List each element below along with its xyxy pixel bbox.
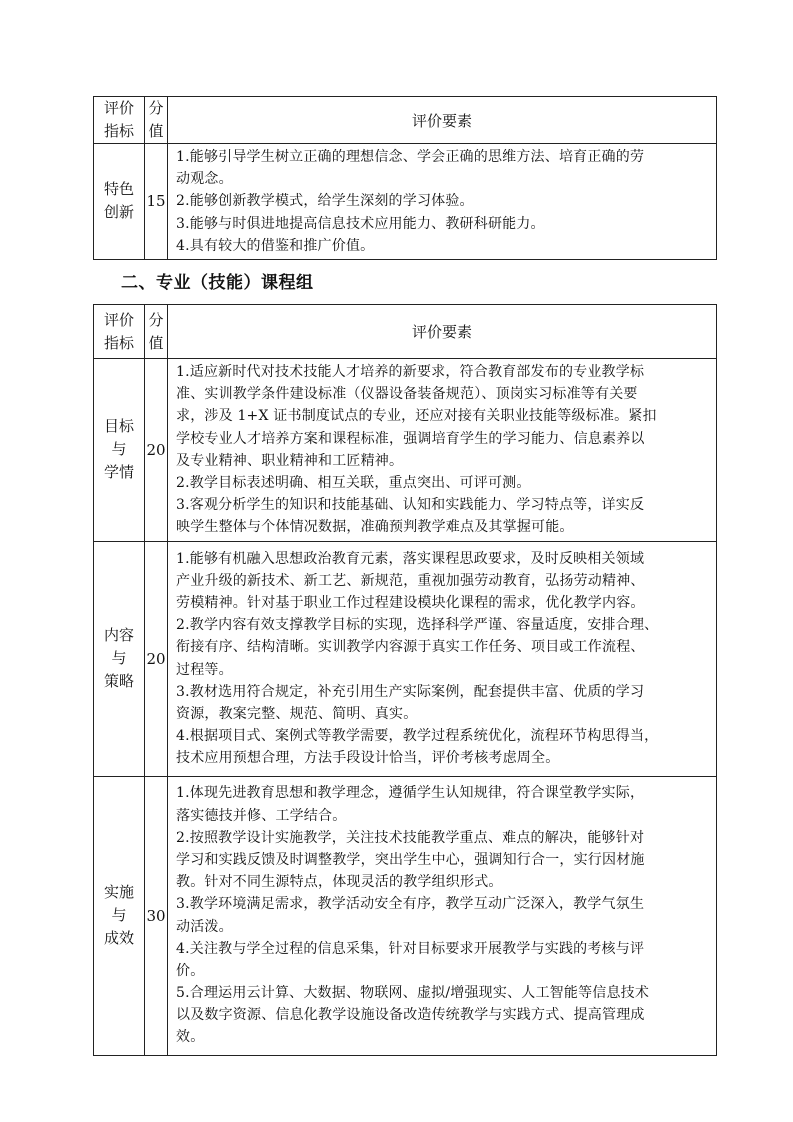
row-requirements bbox=[168, 776, 717, 1055]
row-requirements bbox=[168, 359, 717, 542]
label-line: 内容 bbox=[103, 626, 134, 644]
requirement-line: 2.教学内容有效支撑教学目标的实现，选择科学严谨、容量适度，安排合理、 bbox=[176, 617, 659, 634]
requirement-line: 过程等。 bbox=[176, 661, 233, 678]
requirement-line: 4.根据项目式、案例式等教学需要，教学过程系统优化，流程环节构思得当， bbox=[176, 728, 659, 745]
requirement-line: 2.能够创新教学模式，给学生深刻的学习体验。 bbox=[176, 193, 474, 210]
requirement-line: 学校专业人才培养方案和课程标准，强调培育学生的学习能力、信息素养以 bbox=[176, 430, 645, 447]
row-indicator bbox=[94, 776, 145, 1055]
requirement-line: 及专业精神、职业精神和工匠精神。 bbox=[176, 452, 404, 469]
requirement-line: 求，涉及 1+X 证书制度试点的专业，还应对接有关职业技能等级标准。紧扣 bbox=[176, 408, 657, 425]
header-requirements: 评价要素 bbox=[168, 97, 717, 144]
requirement-line: 2.按照教学设计实施教学，关注技术技能教学重点、难点的解决，能够针对 bbox=[176, 829, 645, 846]
requirement-line: 教。针对不同生源特点，体现灵活的教学组织形式。 bbox=[176, 874, 503, 891]
label-line: 成效 bbox=[103, 929, 134, 947]
label-line: 值 bbox=[148, 333, 164, 352]
requirement-line: 价。 bbox=[176, 962, 205, 979]
table-row bbox=[94, 144, 717, 260]
label-line: 与 bbox=[111, 906, 127, 924]
requirement-line: 4.具有较大的借鉴和推广价值。 bbox=[176, 237, 375, 254]
requirement-line: 劳模精神。针对基于职业工作过程建设模块化课程的需求，优化教学内容。 bbox=[176, 594, 645, 611]
requirement-line: 1.适应新时代对技术技能人才培养的新要求，符合教育部发布的专业教学标 bbox=[176, 364, 645, 380]
requirement-line: 3.客观分析学生的知识和技能基础、认知和实践能力、学习特点等，详实反 bbox=[176, 497, 645, 514]
requirement-line: 2.教学目标表述明确、相互关联，重点突出、可评可测。 bbox=[176, 474, 531, 491]
label-line: 学情 bbox=[103, 463, 134, 482]
label-line: 分 bbox=[148, 310, 164, 329]
label-line: 创新 bbox=[103, 203, 134, 222]
row-score: 20 bbox=[145, 541, 168, 776]
row-requirements bbox=[168, 144, 717, 260]
row-score: 20 bbox=[145, 359, 168, 542]
requirement-line: 1.能够引导学生树立正确的理想信念、学会正确的思维方法、培育正确的劳 bbox=[176, 149, 645, 165]
row-requirements bbox=[168, 541, 717, 776]
requirement-line: 3.教学环境满足需求，教学活动安全有序，教学互动广泛深入，教学气氛生 bbox=[176, 896, 645, 913]
label-line: 特色 bbox=[103, 180, 134, 199]
label-line: 分 bbox=[148, 99, 164, 117]
requirement-line: 技术应用预想合理，方法手段设计恰当，评价考核考虑周全。 bbox=[176, 750, 560, 767]
requirement-line: 产业升级的新技术、新工艺、新规范，重视加强劳动教育，弘扬劳动精神、 bbox=[176, 572, 645, 589]
requirement-line: 落实德技并修、工学结合。 bbox=[176, 807, 347, 824]
header-indicator bbox=[94, 305, 145, 359]
requirement-line: 效。 bbox=[176, 1029, 205, 1046]
row-indicator bbox=[94, 541, 145, 776]
header-score bbox=[145, 305, 168, 359]
table-row bbox=[94, 541, 717, 776]
evaluation-table-2 bbox=[93, 304, 717, 1056]
requirement-line: 以及数字资源、信息化教学设施设备改造传统教学与实践方式、提高管理成 bbox=[176, 1007, 645, 1024]
header-score bbox=[145, 97, 168, 144]
requirement-line: 衔接有序、结构清晰。实训教学内容源于真实工作任务、项目或工作流程、 bbox=[176, 639, 645, 656]
requirement-line: 学习和实践反馈及时调整教学，突出学生中心，强调知行合一，实行因材施 bbox=[176, 851, 645, 868]
label-line: 实施 bbox=[103, 883, 134, 901]
requirement-line: 动观念。 bbox=[176, 171, 233, 188]
requirement-line: 5.合理运用云计算、大数据、物联网、虚拟/增强现实、人工智能等信息技术 bbox=[176, 985, 650, 1002]
row-indicator bbox=[94, 144, 145, 260]
requirement-line: 3.能够与时俱进地提高信息技术应用能力、教研科研能力。 bbox=[176, 215, 545, 232]
evaluation-table-1 bbox=[93, 96, 717, 260]
requirement-line: 1.能够有机融入思想政治教育元素，落实课程思政要求，及时反映相关领域 bbox=[176, 550, 645, 567]
table1-header-row bbox=[94, 97, 717, 144]
requirement-line: 资源，教案完整、规范、简明、真实。 bbox=[176, 705, 418, 722]
header-indicator bbox=[94, 97, 145, 144]
label-line: 与 bbox=[111, 649, 127, 667]
requirement-line: 1.体现先进教育思想和教学理念，遵循学生认知规律，符合课堂教学实际， bbox=[176, 785, 645, 802]
table-row bbox=[94, 776, 717, 1055]
label-line: 值 bbox=[148, 122, 164, 140]
label-line: 目标 bbox=[103, 417, 134, 436]
row-score: 30 bbox=[145, 776, 168, 1055]
requirement-line: 动活泼。 bbox=[176, 918, 233, 935]
label-line: 与 bbox=[111, 440, 127, 459]
requirement-line: 4.关注教与学全过程的信息采集，针对目标要求开展教学与实践的考核与评 bbox=[176, 940, 645, 957]
label-line: 策略 bbox=[103, 672, 134, 690]
label-line: 指标 bbox=[103, 333, 134, 352]
requirement-line: 3.教材选用符合规定，补充引用生产实际案例，配套提供丰富、优质的学习 bbox=[176, 683, 645, 700]
table-row bbox=[94, 359, 717, 542]
table2-header-row bbox=[94, 305, 717, 359]
requirement-line: 映学生整体与个体情况数据，准确预判教学难点及其掌握可能。 bbox=[176, 519, 574, 536]
label-line: 评价 bbox=[103, 99, 134, 117]
row-indicator bbox=[94, 359, 145, 542]
section-title: 二、专业（技能）课程组 bbox=[121, 273, 314, 293]
row-score: 15 bbox=[145, 144, 168, 260]
label-line: 评价 bbox=[103, 310, 134, 329]
header-requirements: 评价要素 bbox=[168, 305, 717, 359]
requirement-line: 准、实训教学条件建设标准（仪器设备装备规范）、顶岗实习标准等有关要 bbox=[176, 386, 638, 403]
label-line: 指标 bbox=[103, 122, 134, 140]
